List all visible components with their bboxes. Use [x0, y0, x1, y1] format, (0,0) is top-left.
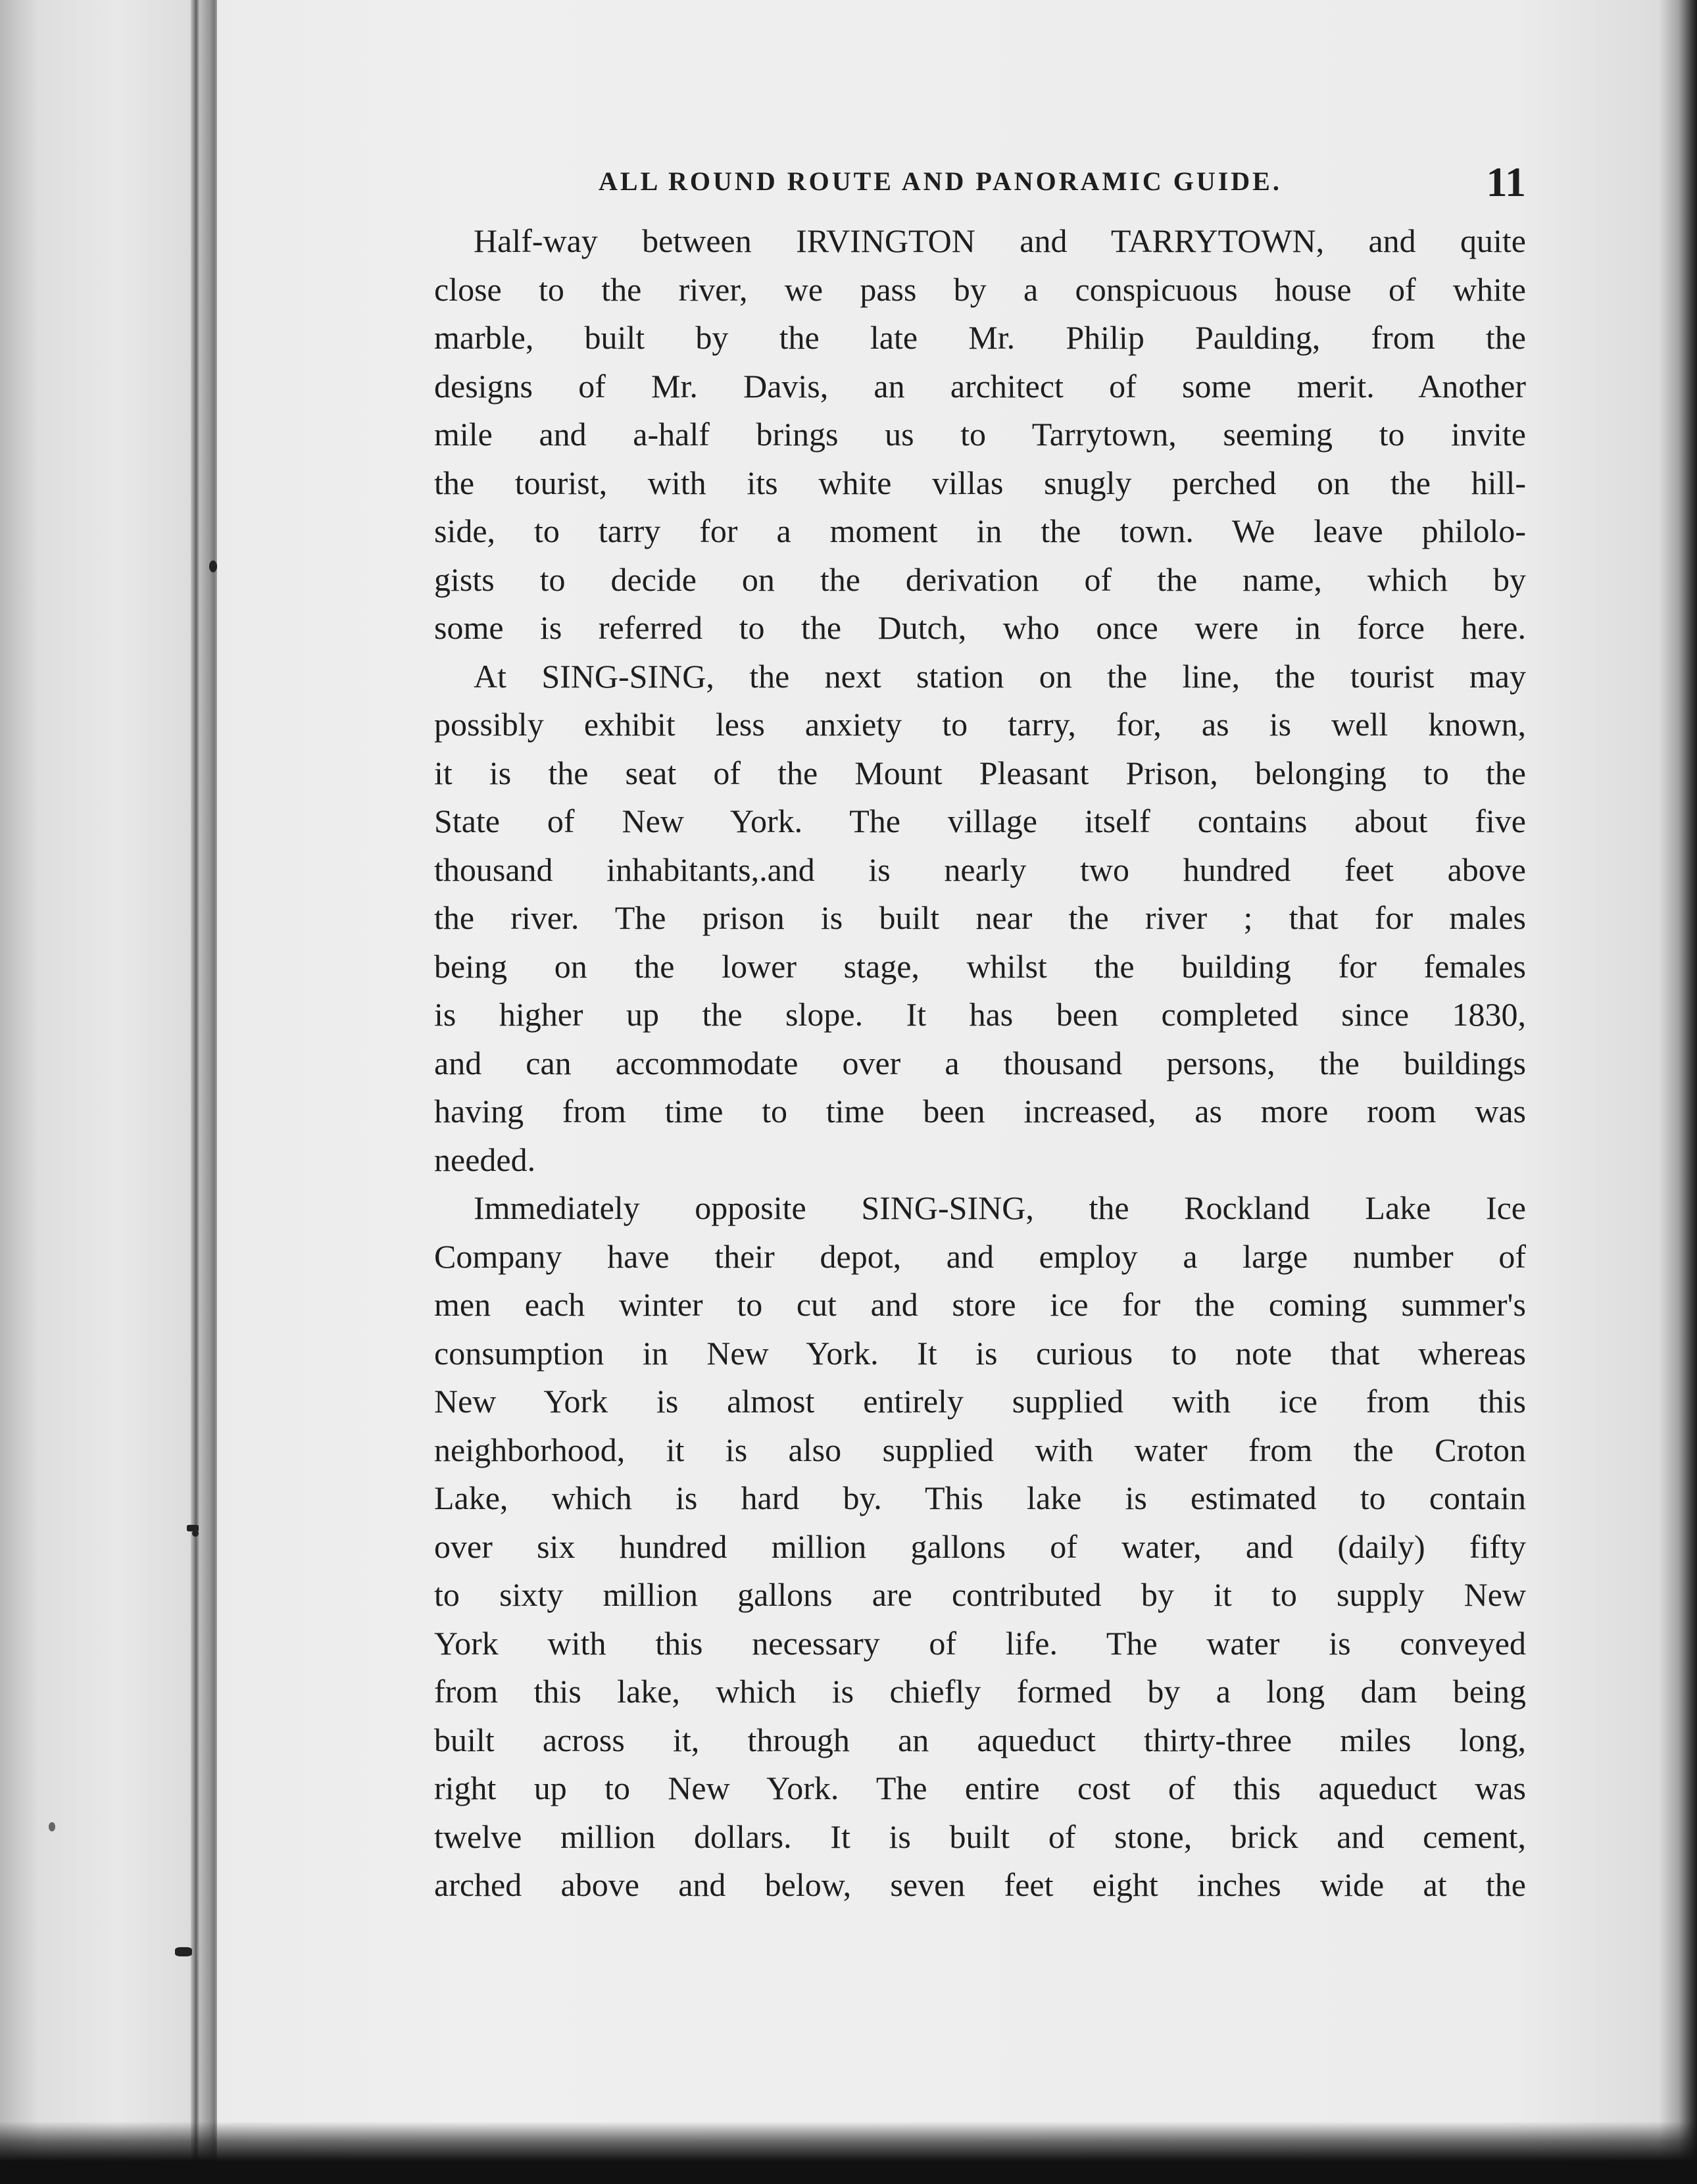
speck-mark: [49, 1822, 55, 1831]
text-line: thousand inhabitants,.and is nearly two hundred feet above: [434, 851, 1526, 888]
text-line: is higher up the slope. It has been completed since 1830,: [434, 996, 1526, 1033]
left-page-margin: [0, 0, 217, 2184]
text-line: At SING-SING, the next station on the line, the tourist may: [474, 657, 1526, 695]
text-line: gists to decide on the derivation of the name, which by: [434, 560, 1526, 598]
text-line: the river. The prison is built near the river ; that for males: [434, 899, 1526, 936]
text-line: some is referred to the Dutch, who once were in force here.: [434, 609, 1526, 646]
text-line: Immediately opposite SING-SING, the Rockland Lake Ice: [474, 1189, 1526, 1226]
text-line: over six hundred million gallons of water, and (daily) fifty: [434, 1527, 1526, 1565]
text-line: designs of Mr. Davis, an architect of some merit. Another: [434, 367, 1526, 405]
text-line: built across it, through an aqueduct thirty-three miles long,: [434, 1721, 1526, 1758]
text-line: and can accommodate over a thousand persons, the buildings: [434, 1044, 1526, 1081]
text-line: men each winter to cut and store ice for the coming summer's: [434, 1286, 1526, 1323]
page-content: [434, 158, 1526, 1910]
speck-mark: [192, 1530, 199, 1537]
running-head-title: ALL ROUND ROUTE AND PANORAMIC GUIDE.: [599, 166, 1282, 196]
text-line: close to the river, we pass by a conspicuous house of white: [434, 270, 1526, 308]
paragraph: [434, 1184, 1526, 1910]
page-number: 11: [1486, 159, 1526, 205]
text-line: marble, built by the late Mr. Philip Paulding, from the: [434, 319, 1526, 356]
text-line: needed.: [434, 1141, 536, 1178]
paragraph: [434, 653, 1526, 1185]
text-line: being on the lower stage, whilst the building for females: [434, 947, 1526, 985]
text-line: mile and a-half brings us to Tarrytown, seeming to invite: [434, 416, 1526, 453]
text-line: twelve million dollars. It is built of stone, brick and cement,: [434, 1818, 1526, 1855]
text-line: York with this necessary of life. The water is conveyed: [434, 1624, 1526, 1662]
bottom-page-edge: [0, 2122, 1697, 2184]
running-head: [434, 158, 1526, 217]
text-line: consumption in New York. It is curious to note that whereas: [434, 1334, 1526, 1372]
text-line: neighborhood, it is also supplied with water from the Croton: [434, 1431, 1526, 1468]
text-line: to sixty million gallons are contributed by it to supply New: [434, 1576, 1526, 1613]
text-line: Lake, which is hard by. This lake is estimated to contain: [434, 1479, 1526, 1516]
binding-gutter: [191, 0, 200, 2184]
text-line: from this lake, which is chiefly formed by a long dam being: [434, 1673, 1526, 1710]
right-page-edge-shadow: [1659, 0, 1697, 2184]
paragraph: [434, 217, 1526, 653]
text-line: Half-way between IRVINGTON and TARRYTOWN, and quite: [474, 222, 1526, 259]
text-line: Company have their depot, and employ a large number of: [434, 1237, 1526, 1275]
text-line: the tourist, with its white villas snugly perched on the hill-: [434, 464, 1526, 501]
text-line: side, to tarry for a moment in the town. We leave philolo-: [434, 512, 1526, 549]
speck-mark: [209, 560, 217, 572]
text-line: arched above and below, seven feet eight inches wide at the: [434, 1866, 1526, 1903]
text-line: right up to New York. The entire cost of this aqueduct was: [434, 1770, 1526, 1806]
body-text: [434, 217, 1526, 1910]
text-line: New York is almost entirely supplied with ice from this: [434, 1383, 1526, 1420]
text-line: State of New York. The village itself contains about five: [434, 803, 1526, 839]
text-line: having from time to time been increased, as more room was: [434, 1093, 1526, 1129]
speck-mark: [175, 1947, 192, 1956]
text-line: it is the seat of the Mount Pleasant Prison, belonging to the: [434, 754, 1526, 791]
text-line: possibly exhibit less anxiety to tarry, for, as is well known,: [434, 706, 1526, 743]
